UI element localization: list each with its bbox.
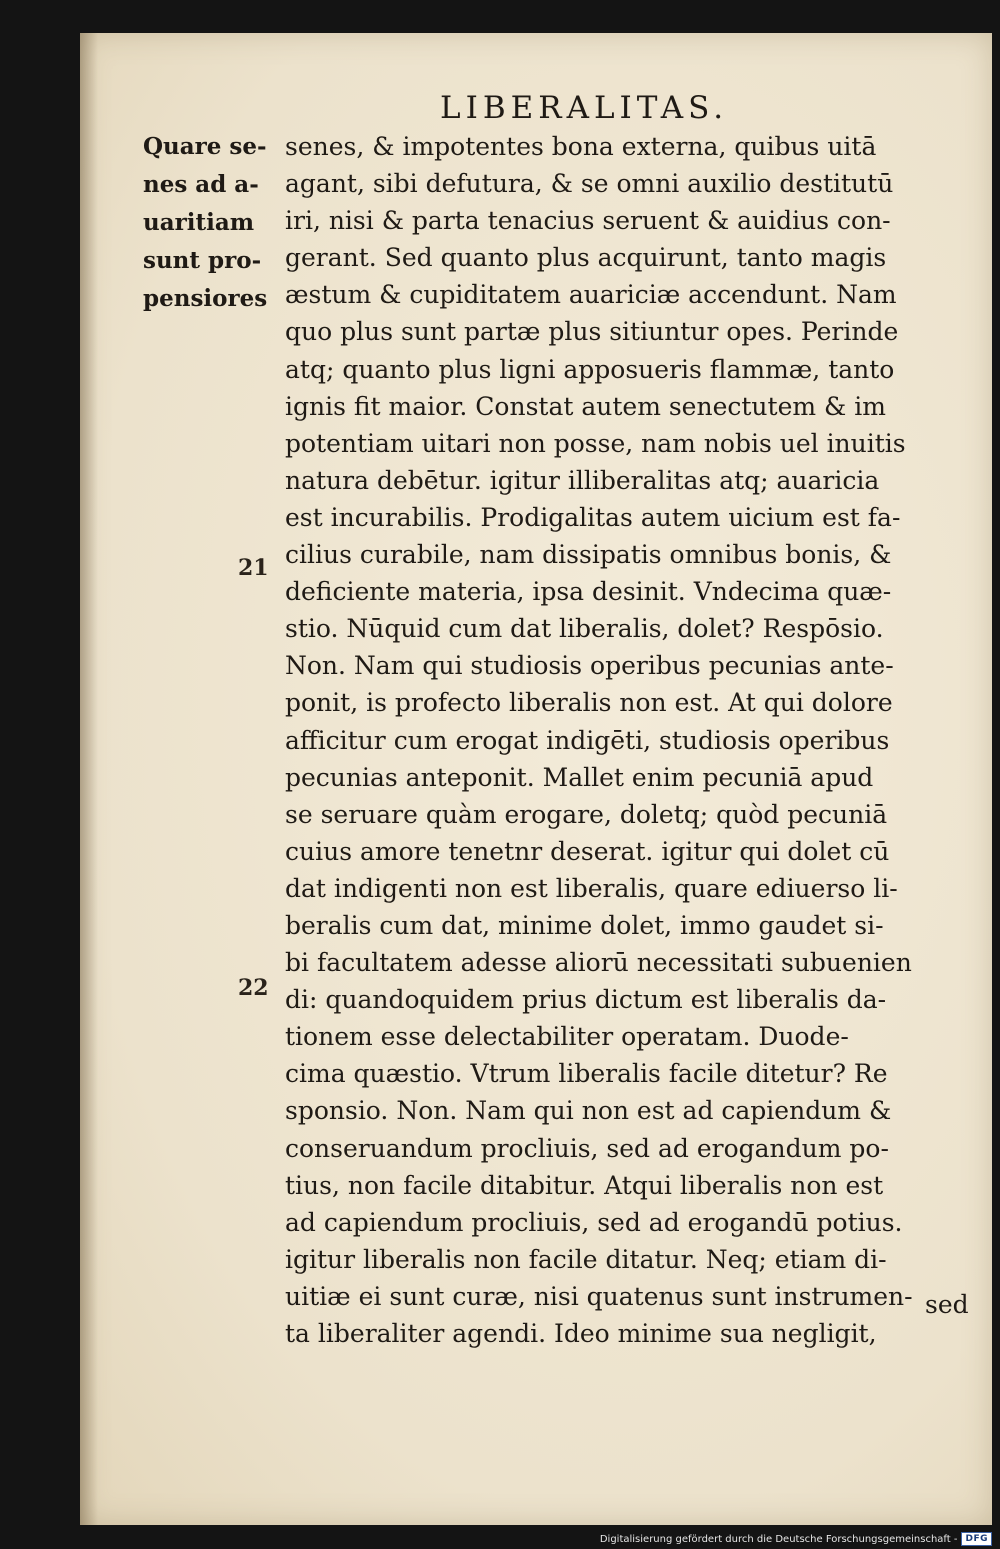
line-number-21: 21 [238,555,269,581]
text-line: beralis cum dat, minime dolet, immo gaudet si- [285,910,884,940]
text-line: sponsio. Non. Nam qui non est ad capiendum & [285,1096,892,1126]
text-line: dat indigenti non est liberalis, quare ediuerso li- [285,873,898,903]
text-line: atq; quanto plus ligni apposueris flammæ, tanto [285,354,895,384]
dfg-logo: DFG [961,1532,992,1546]
text-line: conseruandum procliuis, sed ad erogandum po- [285,1133,889,1163]
text-line: quo plus sunt partæ plus sitiuntur opes. Perinde [285,317,899,347]
text-line: deficiente materia, ipsa desinit. Vndecima quæ- [285,577,892,607]
text-line: potentiam uitari non posse, nam nobis uel inuitis [285,428,906,458]
credit-text: Digitalisierung gefördert durch die Deutsche Forschungsgemeinschaft - [599,1533,958,1545]
page-gutter-shadow [80,33,98,1525]
catchword: sed [925,1290,969,1319]
text-line: cima quæstio. Vtrum liberalis facile ditetur? Re [285,1059,888,1089]
text-line: natura debētur. igitur illiberalitas atq; auaricia [285,465,880,495]
text-line: æstum & cupiditatem auariciæ accendunt. Nam [285,280,897,310]
text-line: se seruare quàm erogare, doletq; quòd pecuniā [285,799,888,829]
text-line: igitur liberalis non facile ditatur. Neq; etiam di- [285,1244,887,1274]
marginal-note-line: pensiores [143,285,268,312]
text-line: est incurabilis. Prodigalitas autem uicium est fa- [285,502,901,532]
text-line: cuius amore tenetnr deserat. igitur qui dolet cū [285,836,890,866]
text-line: di: quandoquidem prius dictum est liberalis da- [285,985,887,1015]
text-line: uitiæ ei sunt curæ, nisi quatenus sunt instrumen- [285,1281,913,1311]
text-line: senes, & impotentes bona externa, quibus uitā [285,132,877,161]
line-number-22: 22 [238,975,269,1001]
marginal-note-line: uaritiam [143,209,255,236]
text-line: pecunias anteponit. Mallet enim pecuniā apud [285,762,874,792]
text-line: ponit, is profecto liberalis non est. At qui dolore [285,688,893,718]
text-line: afficitur cum erogat indigēti, studiosis operibus [285,725,890,755]
text-line: bi facultatem adesse aliorū necessitati subuenien [285,948,912,978]
text-line: tius, non facile ditabitur. Atqui liberalis non est [285,1170,884,1200]
marginal-note-line: nes ad a- [143,171,259,198]
running-header: LIBERALITAS. [440,90,729,126]
text-line: ta liberaliter agendi. Ideo minime sua negligit, [285,1319,877,1348]
marginal-note-line: sunt pro- [143,247,262,274]
text-line: tionem esse delectabiliter operatam. Duode- [285,1022,849,1052]
text-line: Non. Nam qui studiosis operibus pecunias ante- [285,651,894,681]
text-line: ignis fit maior. Constat autem senectutem & im [285,391,886,421]
text-line: iri, nisi & parta tenacius seruent & auidius con- [285,206,891,236]
text-line: ad capiendum procliuis, sed ad erogandū potius. [285,1207,903,1237]
digitization-credit [600,1531,992,1547]
marginal-note [143,128,285,318]
marginal-note-line: Quare se- [143,133,267,160]
text-line: cilius curabile, nam dissipatis omnibus bonis, & [285,540,892,570]
text-line: agant, sibi defutura, & se omni auxilio destitutū [285,169,894,199]
text-line: stio. Nūquid cum dat liberalis, dolet? Respōsio. [285,614,884,644]
text-line: gerant. Sed quanto plus acquirunt, tanto magis [285,243,887,273]
body-text [285,128,975,1352]
